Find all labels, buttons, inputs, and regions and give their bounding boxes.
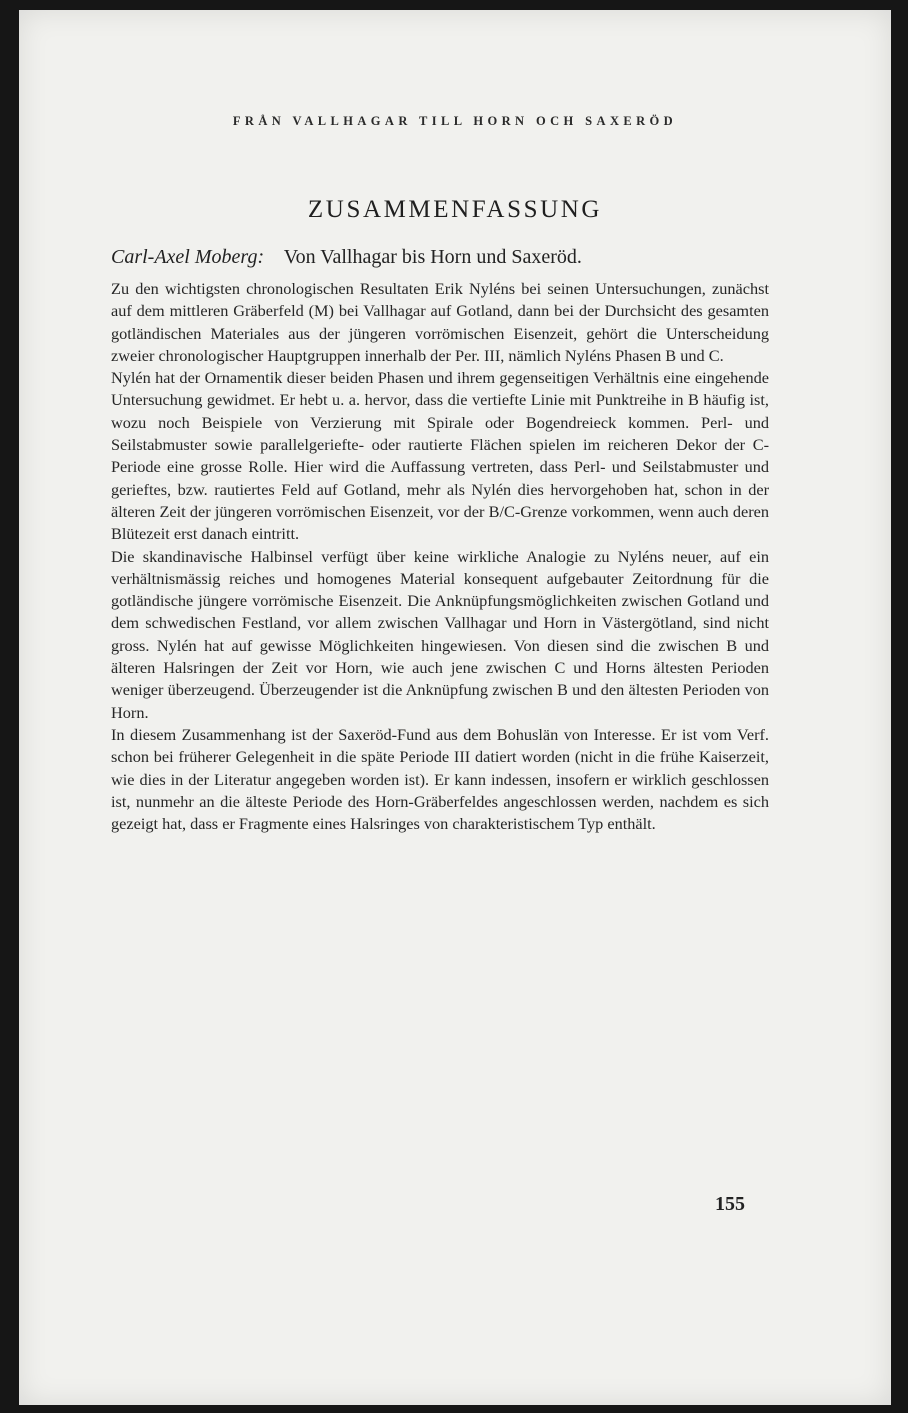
- byline: [111, 246, 811, 269]
- paragraph-2: Nylén hat der Ornamentik dieser beiden Phasen und ihrem gegenseitigen Verhältnis eine eingehende Untersuchung gewidmet. Er hebt u. a. hervor, dass die vertiefte Linie mit Punktreihe in B häufig ist, wozu noch Beispiele von Verzierung mit Spirale oder Bogendreieck kommen. Perl- und Seilstabmuster sowie parallelgeriefte- oder rautierte Flächen spielen im reicheren Dekor der C-Periode eine grosse Rolle. Hier wird die Auffassung vertreten, dass Perl- und Seilstabmuster und gerieftes, bzw. rautiertes Feld auf Gotland, mehr als Nylén dies hervorgehoben hat, schon in der älteren Zeit der jüngeren vorrömischen Eisenzeit, vor der B/C-Grenze vorkommen, wenn auch deren Blütezeit erst danach eintritt.: [111, 368, 769, 544]
- running-head: FRÅN VALLHAGAR TILL HORN OCH SAXERÖD: [232, 114, 678, 128]
- page-number: 155: [715, 1193, 745, 1215]
- summary-body: [111, 278, 769, 835]
- paragraph-4: In diesem Zusammenhang ist der Saxeröd-Fund aus dem Bohuslän von Interesse. Er ist vom Verf. schon bei früherer Gelegenheit in die späte Periode III datiert worden (nicht in die frühe Kaiserzeit, wie dies in der Literatur angegeben worden ist). Er kann indessen, insofern er wirklich geschlossen ist, nunmehr an die älteste Periode des Horn-Gräberfeldes angeschlossen werden, nachdem es sich gezeigt hat, dass er Fragmente eines Halsringes von charakteristischem Typ enthält.: [111, 724, 769, 834]
- article-subtitle: Von Vallhagar bis Horn und Saxeröd.: [283, 246, 582, 268]
- book-page: [19, 10, 891, 1405]
- paragraph-1: Zu den wichtigsten chronologischen Resultaten Erik Nyléns bei seinen Untersuchungen, zunächst auf dem mittleren Gräberfeld (M) bei Vallhagar auf Gotland, dann bei der Durchsicht des gesamten gotländischen Materiales aus der jüngeren vorrömischen Eisenzeit, gehört die Unterscheidung zweier chronologischer Hauptgruppen innerhalb der Per. III, nämlich Nyléns Phasen B und C.: [111, 279, 769, 365]
- author-name: Carl-Axel Moberg:: [111, 246, 265, 268]
- section-title: ZUSAMMENFASSUNG: [307, 196, 603, 223]
- paragraph-3: Die skandinavische Halbinsel verfügt über keine wirkliche Analogie zu Nyléns neuer, auf ein verhältnismässig reiches und homogenes Material konsequent aufgebauter Zeitordnung für die gotländische jüngere vorrömische Eisenzeit. Die Anknüpfungsmöglichkeiten zwischen Gotland und dem schwedischen Festland, vor allem zwischen Vallhagar und Horn in Västergötland, sind nicht gross. Nylén hat auf gewisse Möglichkeiten hingewiesen. Von diesen sind die zwischen B und älteren Halsringen der Zeit vor Horn, wie auch jene zwischen C und Horns ältesten Perioden weniger überzeugend. Überzeugender ist die Anknüpfung zwischen B und den ältesten Perioden von Horn.: [111, 546, 769, 722]
